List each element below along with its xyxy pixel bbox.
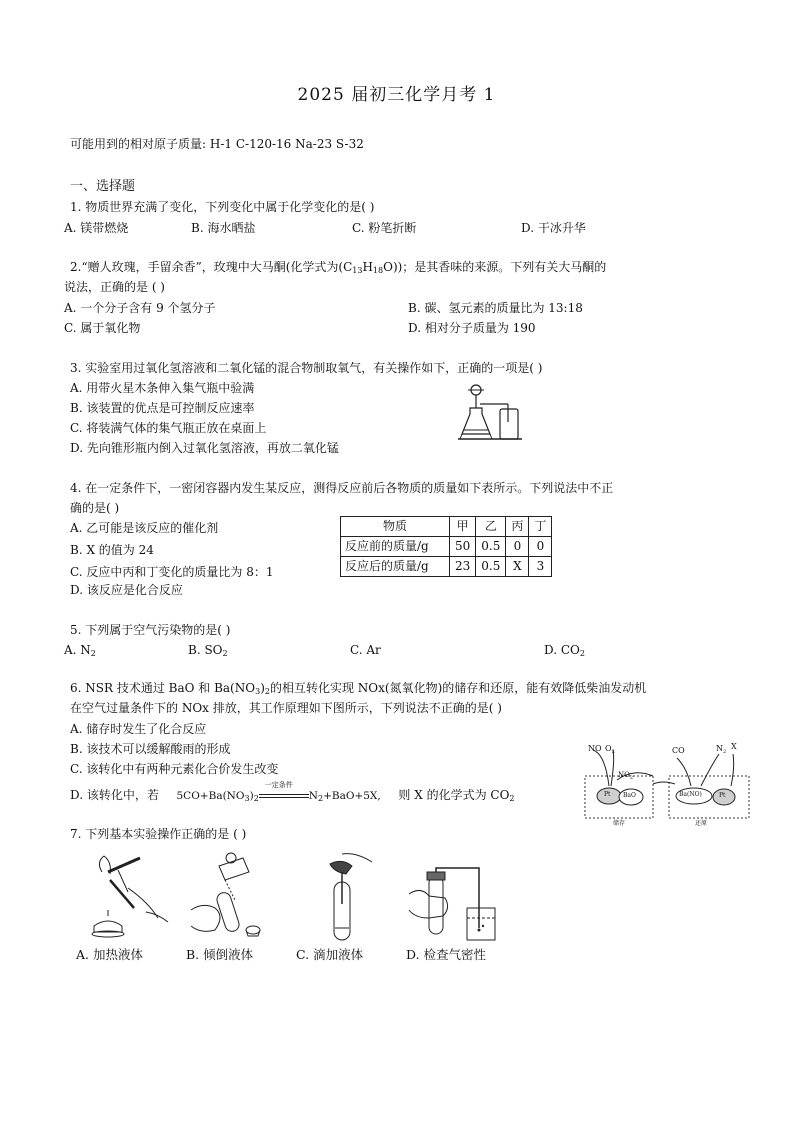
- q7-option-b[interactable]: B. 倾倒液体: [186, 947, 254, 962]
- q3-option-c[interactable]: C. 将装满气体的集气瓶正放在桌面上: [70, 421, 267, 435]
- q6-option-c[interactable]: C. 该转化中有两种元素化合价发生改变: [70, 762, 279, 776]
- q5-option-b[interactable]: B. $SO_2$: [188, 643, 228, 658]
- q5-stem: 5. 下列属于空气污染物的是( ): [70, 623, 231, 637]
- q6-equation: $5CO+Ba(NO_3)_2$ 一定条件 $N_2+BaO+5X$,: [176, 781, 381, 803]
- table-header-cell: 丙: [506, 517, 529, 537]
- q3-option-a[interactable]: A. 用带火星木条伸入集气瓶中验满: [70, 381, 255, 395]
- q5-option-d[interactable]: D. $CO_2$: [544, 643, 585, 658]
- q5-option-c[interactable]: C. Ar: [350, 643, 381, 657]
- q1-option-c[interactable]: C. 粉笔折断: [352, 221, 417, 235]
- diagram-label-no: NO: [588, 744, 602, 753]
- table-cell: 反应前的质量/g: [341, 537, 450, 557]
- table-cell: X: [506, 557, 529, 577]
- q4-option-c[interactable]: C. 反应中丙和丁变化的质量比为 8：1: [70, 565, 274, 579]
- q7-figure-pouring-liquid: [185, 850, 265, 942]
- diagram-label-no2: $NO_2$: [618, 771, 634, 781]
- diagram-label-bao: BaO: [623, 792, 636, 799]
- table-cell: 0.5: [476, 557, 506, 577]
- q4-stem: 4. 在一定条件下，一密闭容器内发生某反应，测得反应前后各物质的质量如下表所示。下列说法中不正: [70, 481, 614, 495]
- q5-option-a[interactable]: A. $N_2$: [64, 643, 96, 658]
- q7-stem: 7. 下列基本实验操作正确的是 ( ): [70, 827, 247, 841]
- table-row: [341, 537, 552, 557]
- diagram-label-x: X: [731, 742, 737, 751]
- q2-option-d[interactable]: D. 相对分子质量为 190: [408, 321, 536, 335]
- q4-mass-table: [340, 516, 552, 577]
- table-header-cell: 乙: [476, 517, 506, 537]
- table-cell: 0: [506, 537, 529, 557]
- table-cell: 3: [529, 557, 552, 577]
- q3-apparatus-figure: [458, 382, 524, 444]
- q6-option-b[interactable]: B. 该技术可以缓解酸雨的形成: [70, 742, 231, 756]
- diagram-label-bano3: Ba(NO): [679, 791, 702, 798]
- q7-option-d[interactable]: D. 检查气密性: [406, 947, 487, 962]
- q4-stem-line2: 确的是( ): [70, 501, 120, 515]
- table-cell: 0: [529, 537, 552, 557]
- table-cell: 反应后的质量/g: [341, 557, 450, 577]
- page-title: 2025 届初三化学月考 1: [297, 85, 496, 105]
- q3-stem: 3. 实验室用过氧化氢溶液和二氧化锰的混合物制取氧气，有关操作如下，正确的一项是( ): [70, 361, 543, 375]
- diagram-label-o2: $O_2$: [605, 744, 615, 755]
- table-row: [341, 557, 552, 577]
- q1-option-d[interactable]: D. 干冰升华: [521, 221, 586, 235]
- q2-option-a[interactable]: A. 一个分子含有 9 个氢分子: [64, 301, 216, 315]
- q6-option-d[interactable]: D. 该转化中，若 $5CO+Ba(NO_3)_2$ 一定条件 $N_2+BaO+5X$, 则 X 的化学式为 $CO_2$: [70, 781, 515, 803]
- q2-stem: 2.“赠人玫瑰，手留余香”，玫瑰中大马酮(化学式为$(C_{13}H_{18}O)$)；是其香味的来源。下列有关大马酮的: [70, 260, 607, 275]
- table-header-cell: 丁: [529, 517, 552, 537]
- diagram-label-n2: $N_2$: [716, 744, 727, 755]
- q4-option-d[interactable]: D. 该反应是化合反应: [70, 583, 183, 597]
- diagram-label-pt: Pt: [604, 791, 611, 798]
- table-header-cell: 甲: [450, 517, 476, 537]
- q7-figure-dropping-liquid: [312, 850, 382, 944]
- q3-option-d[interactable]: D. 先向锥形瓶内倒入过氧化氢溶液，再放二氧化锰: [70, 441, 339, 455]
- diagram-label-store: 储存: [613, 820, 626, 827]
- table-header-row: [341, 517, 552, 537]
- table-cell: 0.5: [476, 537, 506, 557]
- q2-stem-line2: 说法，正确的是 ( ): [64, 280, 165, 294]
- table-cell: 50: [450, 537, 476, 557]
- diagram-label-pt-2: Pt: [719, 792, 726, 799]
- table-header-cell: 物质: [341, 517, 450, 537]
- equation-condition: 一定条件: [264, 781, 293, 789]
- q1-option-a[interactable]: A. 镁带燃烧: [64, 221, 129, 235]
- table-cell: 23: [450, 557, 476, 577]
- q7-option-a[interactable]: A. 加热液体: [76, 947, 143, 962]
- section-heading: 一、选择题: [70, 179, 136, 194]
- q2-option-b[interactable]: B. 碳、氢元素的质量比为 13:18: [408, 301, 583, 315]
- q1-option-b[interactable]: B. 海水晒盐: [191, 221, 256, 235]
- q4-option-b[interactable]: B. X 的值为 24: [70, 543, 154, 557]
- q6-stem-line2: 在空气过量条件下的 NOx 排放，其工作原理如下图所示，下列说法不正确的是( ): [70, 701, 502, 715]
- q7-option-c[interactable]: C. 滴加液体: [296, 947, 364, 962]
- q2-option-c[interactable]: C. 属于氧化物: [64, 321, 141, 335]
- q1-stem: 1. 物质世界充满了变化，下列变化中属于化学变化的是( ): [70, 200, 375, 214]
- diagram-label-co: CO: [672, 746, 685, 755]
- diagram-label-reduce: 还原: [695, 820, 708, 827]
- atomic-masses-note: 可能用到的相对原子质量: H-1 C-120-16 Na-23 S-32: [70, 137, 364, 151]
- q3-option-b[interactable]: B. 该装置的优点是可控制反应速率: [70, 401, 255, 415]
- q6-option-a[interactable]: A. 储存时发生了化合反应: [70, 722, 207, 736]
- q4-option-a[interactable]: A. 乙可能是该反应的催化剂: [70, 521, 219, 535]
- q7-figure-checking-airtightness: [405, 868, 509, 944]
- q6-stem: 6. NSR 技术通过 BaO 和 $Ba(NO_3)_2$的相互转化实现 NOx(氮氧化物)的储存和还原，能有效降低柴油发动机: [70, 681, 647, 696]
- q7-figure-heating-liquid: [88, 852, 174, 942]
